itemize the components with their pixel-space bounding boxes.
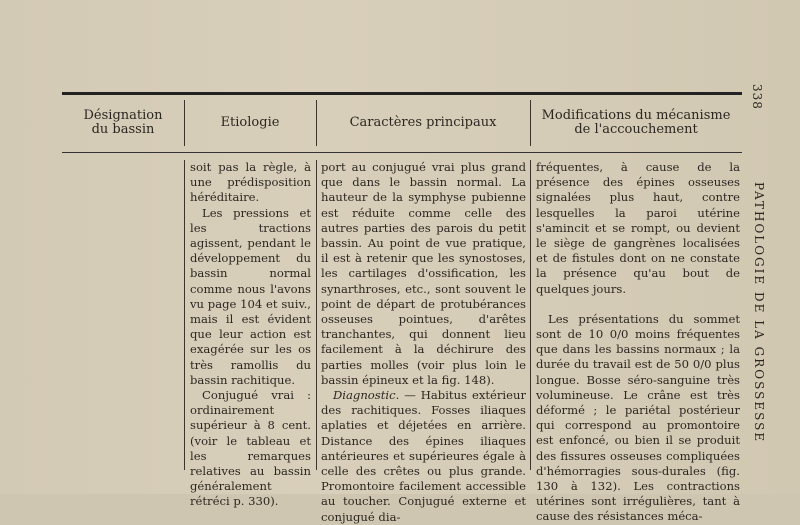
header-etiologie bbox=[184, 100, 316, 146]
modifications-paragraph: fréquentes, à cause de la présence des épines osseuses signalées plus haut, contre lesquelles la paroi utérine s'amincit et se rompt, ou devient le siège de gangrènes localisées et de fistules dont on ne constate la présence qu'au bout de quelques jours. bbox=[536, 160, 740, 296]
header-caracteres bbox=[316, 100, 530, 146]
header-modifications-line2: de l'accouchement bbox=[574, 122, 698, 137]
paragraph-gap bbox=[536, 297, 740, 312]
column-divider bbox=[184, 100, 185, 146]
header-caracteres-label: Caractères principaux bbox=[349, 115, 497, 130]
modifications-paragraph: Les présentations du sommet sont de 10 0/0 moins fréquentes que dans les bassins normaux ; la durée du travail est de 50 0/0 plus longue. Bosse séro-sanguine très volumineuse. Le crâne est très déformé ; le pariétal postérieur qui correspond au promontoire est enfoncé, ou bien il se produit des fissures osseuses compliquées d'hémorragies sous-durales (fig. 130 à 132). Les contractions utérines sont irrégulières, tant à cause des résistances méca- bbox=[536, 311, 740, 524]
header-modifications-line1: Modifications du mécanisme bbox=[541, 108, 731, 123]
header-designation bbox=[62, 100, 184, 146]
diagnostic-text: — Habitus extérieur des rachitiques. Fosses iliaques aplaties et déjetées en arrière. Distance des épines iliaques antérieures et supérieures égale à celle des crêtes ou plus grande. Promontoire facilement accessible au toucher. Conjugué externe et conjugué dia- bbox=[321, 388, 526, 524]
column-divider bbox=[530, 160, 531, 470]
header-designation-line2: du bassin bbox=[91, 122, 155, 137]
diagnostic-label: Diagnostic. bbox=[333, 388, 400, 403]
column-divider bbox=[530, 100, 531, 146]
etiologie-paragraph: Conjugué vrai : ordinairement supérieur à 8 cent. (voir le tableau et les remarques relatives au bassin généralement rétréci p. 330). bbox=[190, 388, 311, 509]
running-title: PATHOLOGIE DE LA GROSSESSE bbox=[752, 182, 766, 444]
header-designation-line1: Désignation bbox=[83, 108, 163, 123]
etiologie-paragraph: Les pressions et les tractions agissent, pendant le développement du bassin normal comme nous l'avons vu page 104 et suiv., mais il est évident que leur action est exagérée sur les os très ramollis du bassin rachitique. bbox=[190, 205, 311, 387]
column-divider bbox=[184, 160, 185, 470]
header-bottom-rule bbox=[62, 152, 742, 153]
column-divider bbox=[316, 100, 317, 146]
caracteres-column bbox=[321, 160, 526, 525]
table-top-rule bbox=[62, 92, 742, 95]
etiologie-column bbox=[190, 160, 311, 510]
caracteres-paragraph: port au conjugué vrai plus grand que dans le bassin normal. La hauteur de la symphyse pubienne est réduite comme celle des autres parties des parois du petit bassin. Au point de vue pratique, il est à retenir que les synostoses, les cartilages d'ossification, les synarthroses, etc., sont souvent le point de départ de protubérances osseuses pointues, d'arêtes tranchantes, qui donnent lieu facilement à la déchirure des parties molles (voir plus loin le bassin épineux et la fig. 148). bbox=[321, 160, 526, 387]
header-etiologie-label: Etiologie bbox=[220, 115, 280, 130]
modifications-column bbox=[536, 160, 740, 525]
page-number: 338 bbox=[750, 84, 764, 110]
header-modifications bbox=[530, 100, 742, 146]
etiologie-paragraph: soit pas la règle, à une prédisposition héréditaire. bbox=[190, 160, 311, 205]
caracteres-diagnostic-paragraph bbox=[321, 388, 526, 525]
column-divider bbox=[316, 160, 317, 470]
